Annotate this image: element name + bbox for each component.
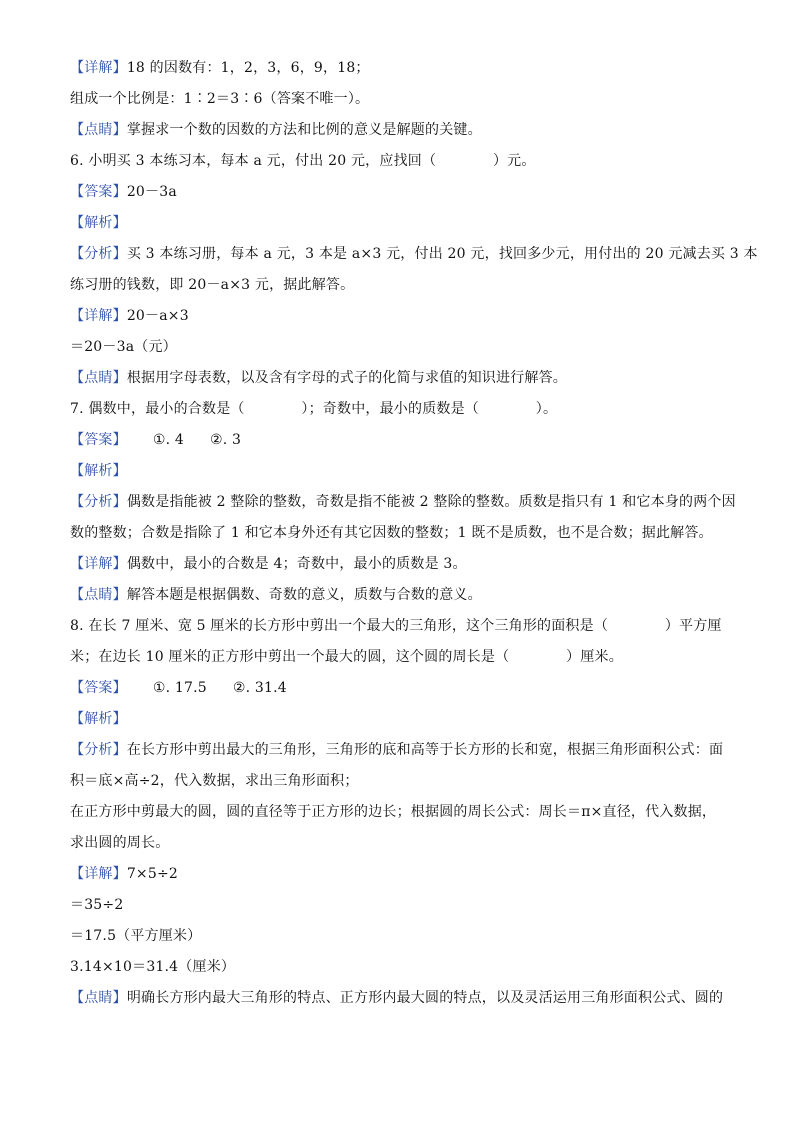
line-text: 18 的因数有：1，2，3，6，9，18；: [126, 60, 370, 76]
section-tag: 【详解】: [70, 556, 127, 572]
text-line: [70, 554, 730, 574]
text-line: [70, 275, 730, 295]
text-line: [70, 58, 730, 78]
section-tag: 【点睛】: [70, 122, 127, 138]
line-text: 3.14×10＝31.4（厘米）: [70, 959, 236, 975]
text-line: [70, 461, 730, 481]
line-text: ＝17.5（平方厘米）: [70, 928, 202, 944]
line-text: 7×5÷2: [126, 866, 178, 882]
text-line: [70, 306, 730, 326]
text-line: [70, 802, 730, 822]
line-text: 20－a×3: [126, 308, 189, 324]
section-tag: 【详解】: [70, 308, 127, 324]
section-tag: 【解析】: [70, 711, 127, 727]
line-text: 8. 在长 7 厘米、宽 5 厘米的长方形中剪出一个最大的三角形，这个三角形的面积是（ ）平方厘: [70, 618, 722, 634]
section-tag: 【答案】: [70, 680, 127, 696]
text-line: [70, 709, 730, 729]
section-tag: 【答案】: [70, 432, 127, 448]
section-tag: 【点睛】: [70, 587, 127, 603]
line-text: 在长方形中剪出最大的三角形，三角形的底和高等于长方形的长和宽，根据三角形面积公式：面: [126, 742, 724, 758]
line-text: 明确长方形内最大三角形的特点、正方形内最大圆的特点，以及灵活运用三角形面积公式、圆的: [126, 990, 724, 1006]
text-line: [70, 957, 730, 977]
section-tag: 【答案】: [70, 184, 127, 200]
text-line: [70, 399, 730, 419]
line-text: 数的整数；合数是指除了 1 和它本身外还有其它因数的整数；1 既不是质数，也不是合数；据此解答。: [70, 525, 713, 541]
text-line: [70, 492, 736, 512]
answer-item: ②. 31.4: [232, 680, 287, 696]
line-text: 7. 偶数中，最小的合数是（ ）；奇数中，最小的质数是（ ）。: [70, 401, 558, 417]
text-line: [70, 895, 730, 915]
line-text: 偶数中，最小的合数是 4；奇数中，最小的质数是 3。: [126, 556, 467, 572]
section-tag: 【点睛】: [70, 370, 127, 386]
section-tag: 【分析】: [70, 742, 127, 758]
line-text: 组成一个比例是：1∶2＝3∶6（答案不唯一）。: [70, 91, 370, 107]
line-text: 6. 小明买 3 本练习本，每本 a 元，付出 20 元，应找回（ ）元。: [70, 153, 536, 169]
section-tag: 【详解】: [70, 866, 127, 882]
line-text: 买 3 本练习册，每本 a 元，3 本是 a×3 元，付出 20 元，找回多少元，用付出的 20 元减去买 3 本: [126, 246, 758, 262]
text-line: [70, 926, 730, 946]
line-text: 20－3a: [126, 184, 177, 200]
text-line: [70, 833, 730, 853]
answer-item: ②. 3: [209, 432, 242, 448]
line-text: 掌握求一个数的因数的方法和比例的意义是解题的关键。: [126, 122, 482, 138]
text-line: [70, 120, 730, 140]
line-text: 根据用字母表数，以及含有字母的式子的化简与求值的知识进行解答。: [126, 370, 568, 386]
text-line: [70, 585, 730, 605]
line-text: 练习册的钱数，即 20－a×3 元，据此解答。: [70, 277, 355, 293]
text-line: [70, 771, 730, 791]
answer-item: ①. 4: [152, 432, 184, 448]
section-tag: 【分析】: [70, 494, 127, 510]
line-text: 解答本题是根据偶数、奇数的意义，质数与合数的意义。: [126, 587, 482, 603]
text-line: [70, 89, 730, 109]
section-tag: 【详解】: [70, 60, 127, 76]
text-line: [70, 864, 730, 884]
text-line: [70, 244, 758, 264]
section-tag: 【点睛】: [70, 990, 127, 1006]
line-text: ＝20－3a（元）: [70, 339, 177, 355]
section-tag: 【解析】: [70, 215, 127, 231]
text-line: [70, 337, 730, 357]
answer-item: ①. 17.5: [152, 680, 207, 696]
text-line: [70, 678, 730, 698]
text-line: [70, 151, 730, 171]
line-text: 偶数是指能被 2 整除的整数，奇数是指不能被 2 整除的整数。质数是指只有 1 和它本身的两个因: [126, 494, 736, 510]
text-line: [70, 182, 730, 202]
line-text: ＝35÷2: [70, 897, 124, 913]
text-line: [70, 616, 730, 636]
text-line: [70, 368, 730, 388]
section-tag: 【分析】: [70, 246, 127, 262]
text-line: [70, 740, 730, 760]
text-line: [70, 523, 730, 543]
line-text: 米；在边长 10 厘米的正方形中剪出一个最大的圆，这个圆的周长是（ ）厘米。: [70, 649, 623, 665]
section-tag: 【解析】: [70, 463, 127, 479]
text-line: [70, 430, 730, 450]
text-line: [70, 988, 730, 1008]
text-line: [70, 647, 730, 667]
line-text: 积＝底×高÷2，代入数据，求出三角形面积；: [70, 773, 359, 789]
text-line: [70, 213, 730, 233]
line-text: 求出圆的周长。: [70, 835, 170, 851]
line-text: 在正方形中剪最大的圆，圆的直径等于正方形的边长；根据圆的周长公式：周长＝π×直径，代入数据，: [70, 804, 717, 820]
